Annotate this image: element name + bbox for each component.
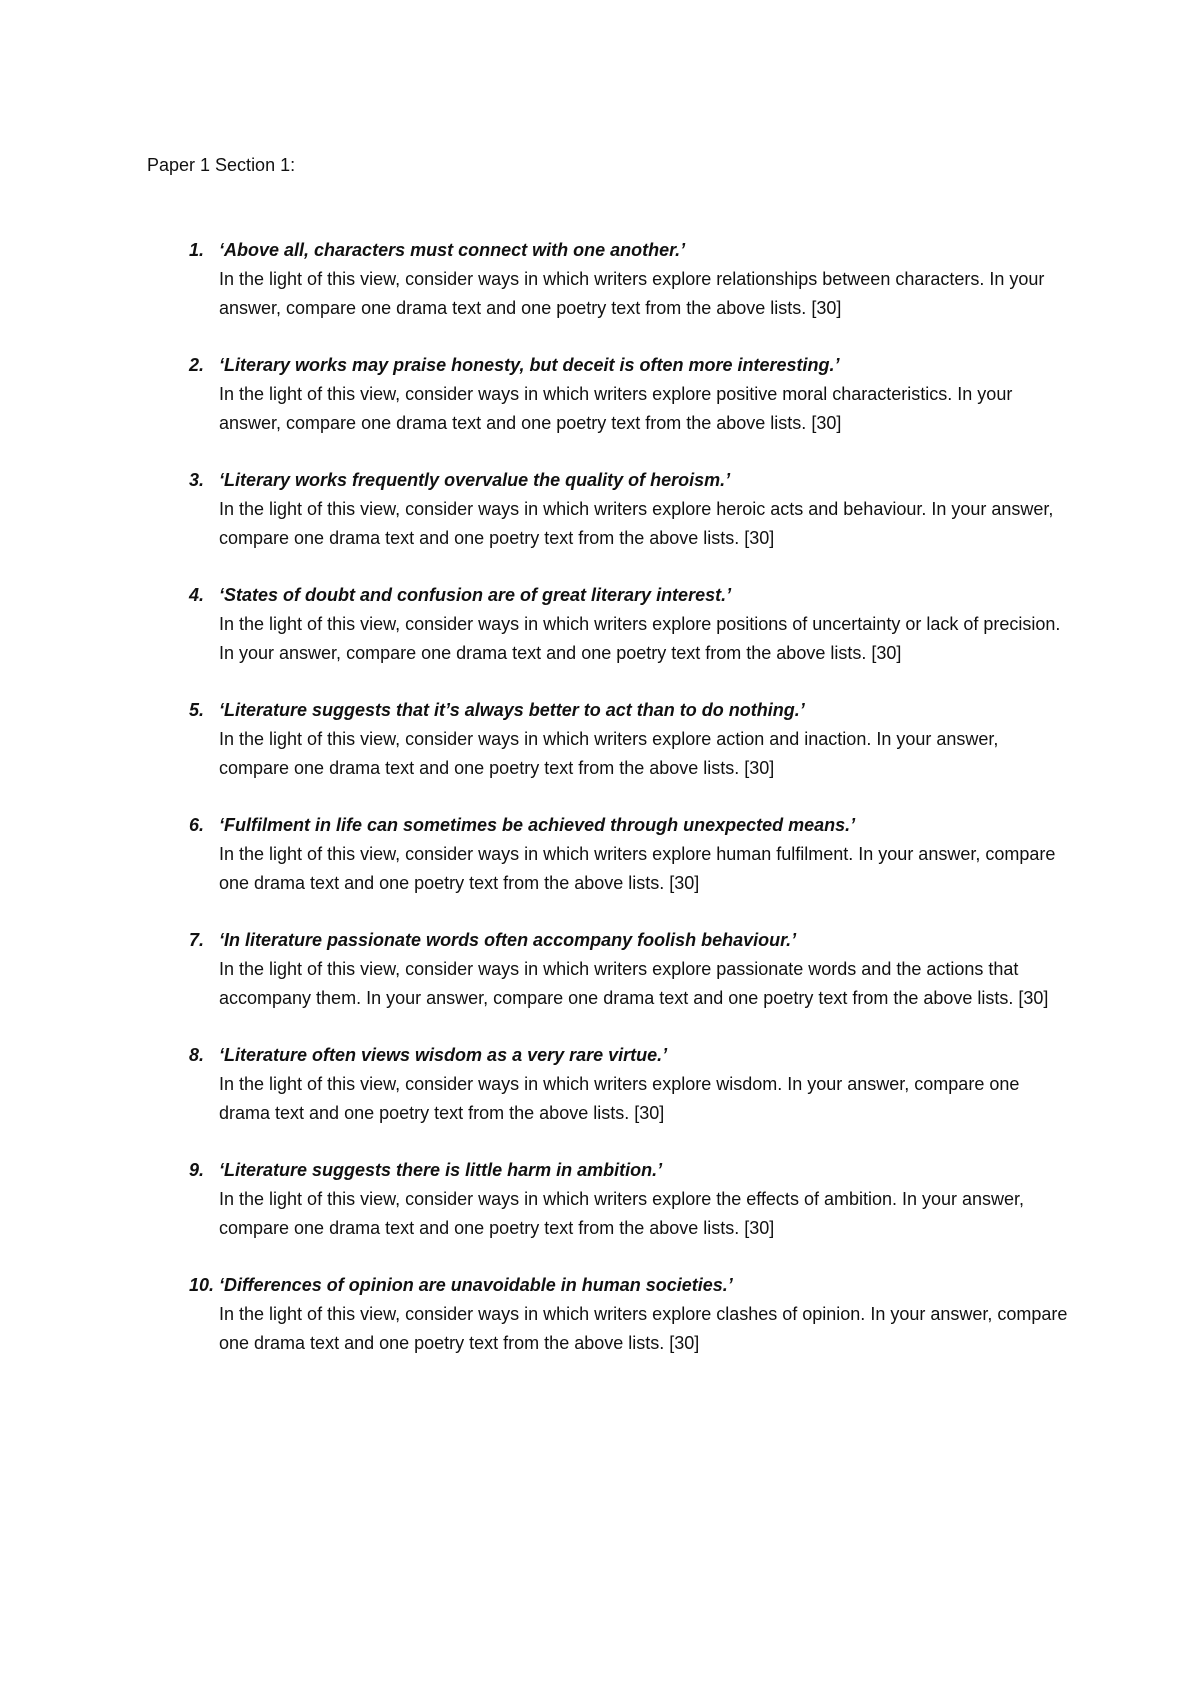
question-item bbox=[147, 351, 1077, 438]
question-quote: ‘In literature passionate words often accompany foolish behaviour.’ bbox=[219, 930, 797, 950]
question-body: In the light of this view, consider ways in which writers explore positive moral characteristics. In your answer, compare one drama text and one poetry text from the above lists. [30] bbox=[219, 384, 1013, 433]
question-quote: ‘Literature suggests that it’s always better to act than to do nothing.’ bbox=[219, 700, 805, 720]
question-item bbox=[147, 581, 1077, 668]
question-body: In the light of this view, consider ways in which writers explore human fulfilment. In your answer, compare one drama text and one poetry text from the above lists. [30] bbox=[219, 844, 1056, 893]
question-number: 3. bbox=[189, 470, 205, 490]
question-item bbox=[147, 1156, 1077, 1243]
question-body: In the light of this view, consider ways in which writers explore the effects of ambition. In your answer, compare one drama text and one poetry text from the above lists. [30] bbox=[219, 1189, 1025, 1238]
question-number: 6. bbox=[189, 815, 205, 835]
question-quote: ‘Literature often views wisdom as a very rare virtue.’ bbox=[219, 1045, 668, 1065]
question-body: In the light of this view, consider ways in which writers explore heroic acts and behaviour. In your answer, compare one drama text and one poetry text from the above lists. [30] bbox=[219, 499, 1054, 548]
question-item bbox=[147, 236, 1077, 323]
question-number: 4. bbox=[189, 585, 205, 605]
question-number: 10. bbox=[189, 1275, 215, 1295]
question-number: 5. bbox=[189, 700, 205, 720]
question-item bbox=[147, 466, 1077, 553]
question-item bbox=[147, 696, 1077, 783]
question-quote: ‘Literature suggests there is little harm in ambition.’ bbox=[219, 1160, 663, 1180]
question-number: 1. bbox=[189, 240, 205, 260]
question-body: In the light of this view, consider ways in which writers explore positions of uncertainty or lack of precision. In your answer, compare one drama text and one poetry text from the above lists. [30] bbox=[219, 614, 1061, 663]
question-quote: ‘Literary works frequently overvalue the quality of heroism.’ bbox=[219, 470, 731, 490]
question-number: 9. bbox=[189, 1160, 205, 1180]
question-item bbox=[147, 1271, 1077, 1358]
page-title: Paper 1 Section 1: bbox=[147, 155, 296, 175]
question-item bbox=[147, 1041, 1077, 1128]
question-body: In the light of this view, consider ways in which writers explore relationships between characters. In your answer, compare one drama text and one poetry text from the above lists. [30] bbox=[219, 269, 1045, 318]
question-quote: ‘Differences of opinion are unavoidable in human societies.’ bbox=[219, 1275, 733, 1295]
question-quote: ‘States of doubt and confusion are of great literary interest.’ bbox=[219, 585, 732, 605]
question-body: In the light of this view, consider ways in which writers explore passionate words and the actions that accompany them. In your answer, compare one drama text and one poetry text from the above lists. [30] bbox=[219, 959, 1049, 1008]
question-body: In the light of this view, consider ways in which writers explore wisdom. In your answer, compare one drama text and one poetry text from the above lists. [30] bbox=[219, 1074, 1020, 1123]
question-list bbox=[147, 236, 1077, 1386]
question-number: 8. bbox=[189, 1045, 205, 1065]
question-item bbox=[147, 811, 1077, 898]
question-quote: ‘Above all, characters must connect with one another.’ bbox=[219, 240, 686, 260]
question-body: In the light of this view, consider ways in which writers explore clashes of opinion. In your answer, compare one drama text and one poetry text from the above lists. [30] bbox=[219, 1304, 1068, 1353]
question-quote: ‘Literary works may praise honesty, but deceit is often more interesting.’ bbox=[219, 355, 840, 375]
question-body: In the light of this view, consider ways in which writers explore action and inaction. In your answer, compare one drama text and one poetry text from the above lists. [30] bbox=[219, 729, 999, 778]
question-item bbox=[147, 926, 1077, 1013]
question-quote: ‘Fulfilment in life can sometimes be achieved through unexpected means.’ bbox=[219, 815, 856, 835]
question-number: 2. bbox=[189, 355, 205, 375]
question-number: 7. bbox=[189, 930, 205, 950]
